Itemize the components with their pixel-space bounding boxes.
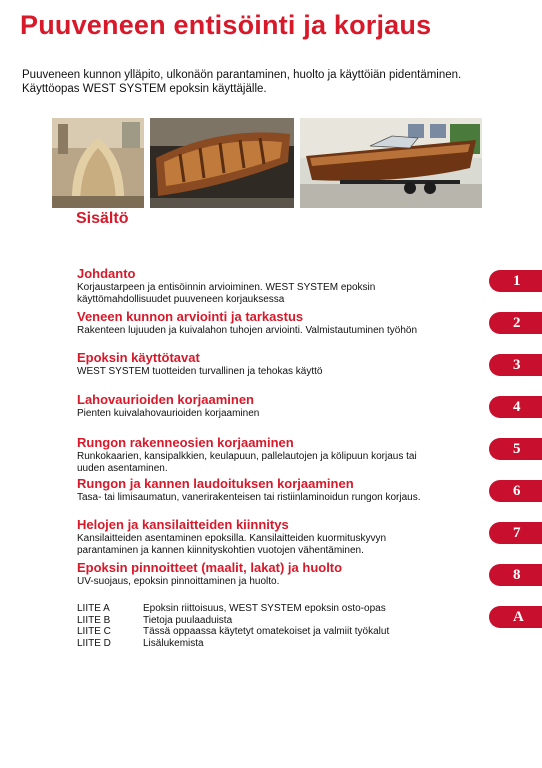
- appendix-text: Tietoja puulaaduista: [143, 614, 233, 626]
- toc-section-7[interactable]: [77, 517, 477, 557]
- section-title: Rungon ja kannen laudoituksen korjaaminen: [77, 476, 354, 491]
- toc-section-4[interactable]: [77, 392, 477, 420]
- section-desc: Kansilaitteiden asentaminen epoksilla. Kansilaitteiden kuormituskyvyn parantaminen ja kannen kiinnityskohtien vuotojen vähentäminen.: [77, 533, 387, 556]
- appendix-row[interactable]: [77, 626, 389, 638]
- chapter-tab-appendix[interactable]: A: [489, 606, 542, 628]
- chapter-tab-2[interactable]: 2: [489, 312, 542, 334]
- toc-section-5[interactable]: [77, 435, 477, 475]
- section-title: Helojen ja kansilaitteiden kiinnitys: [77, 517, 289, 532]
- boat-on-trailer-photo: [300, 118, 482, 208]
- chapter-tab-4[interactable]: 4: [489, 396, 542, 418]
- section-desc: Rakenteen lujuuden ja kuivalahon tuhojen arviointi. Valmistautuminen työhön: [77, 325, 418, 336]
- section-desc: Pienten kuivalahovaurioiden korjaaminen: [77, 408, 260, 419]
- chapter-tab-1[interactable]: 1: [489, 270, 542, 292]
- boat-hull-workshop-photo: [52, 118, 144, 208]
- section-title: Veneen kunnon arviointi ja tarkastus: [77, 309, 304, 324]
- section-desc: WEST SYSTEM tuotteiden turvallinen ja tehokas käyttö: [77, 366, 323, 377]
- appendix-row[interactable]: [77, 615, 389, 627]
- appendix-row[interactable]: [77, 603, 389, 615]
- chapter-tab-8[interactable]: 8: [489, 564, 542, 586]
- appendix-key: LIITE A: [77, 603, 110, 614]
- appendix-key: LIITE D: [77, 637, 111, 649]
- appendix-key: LIITE C: [77, 626, 111, 638]
- section-title: Rungon rakenneosien korjaaminen: [77, 435, 294, 450]
- toc-section-8[interactable]: [77, 560, 477, 588]
- section-title: Johdanto: [77, 266, 136, 281]
- chapter-tab-7[interactable]: 7: [489, 522, 542, 544]
- section-title: Epoksin pinnoitteet (maalit, lakat) ja huolto: [77, 560, 343, 575]
- chapter-tab-5[interactable]: 5: [489, 438, 542, 460]
- toc-section-2[interactable]: [77, 309, 477, 337]
- page-title: Puuveneen entisöinti ja korjaus: [20, 10, 432, 40]
- section-title: Lahovaurioiden korjaaminen: [77, 392, 254, 407]
- appendix-text: Lisälukemista: [143, 637, 204, 649]
- toc-heading: Sisältö: [76, 210, 129, 227]
- appendix-text: Tässä oppaassa käytetyt omatekoiset ja valmiit työkalut: [143, 626, 390, 638]
- section-desc: Korjaustarpeen ja entisöinnin arvioiminen. WEST SYSTEM epoksin käyttömahdollisuudet puuveneen korjauksessa: [77, 282, 376, 305]
- toc-section-6[interactable]: [77, 476, 477, 504]
- appendix-row[interactable]: [77, 638, 389, 650]
- intro-line-2: Käyttöopas WEST SYSTEM epoksin käyttäjälle.: [22, 83, 267, 95]
- appendix-key: LIITE B: [77, 614, 111, 626]
- section-desc: Tasa- tai limisaumatun, vanerirakenteisen tai ristiinlaminoidun rungon korjaus.: [77, 492, 421, 503]
- section-desc: Runkokaarien, kansipalkkien, keulapuun, pallelautojen ja kölipuun korjaus tai uuden asentaminen.: [77, 451, 417, 474]
- chapter-tab-6[interactable]: 6: [489, 480, 542, 502]
- wooden-hull-frame-photo: [150, 118, 294, 208]
- chapter-tab-3[interactable]: 3: [489, 354, 542, 376]
- toc-section-1[interactable]: [77, 266, 477, 306]
- appendix-list: [77, 603, 389, 649]
- appendix-text: Epoksin riittoisuus, WEST SYSTEM epoksin osto-opas: [143, 603, 386, 614]
- intro-text: [22, 68, 492, 96]
- section-title: Epoksin käyttötavat: [77, 350, 200, 365]
- toc-section-3[interactable]: [77, 350, 477, 378]
- intro-line-1: Puuveneen kunnon ylläpito, ulkonäön parantaminen, huolto ja käyttöiän pidentäminen.: [22, 69, 462, 81]
- section-desc: UV-suojaus, epoksin pinnoittaminen ja huolto.: [77, 576, 280, 587]
